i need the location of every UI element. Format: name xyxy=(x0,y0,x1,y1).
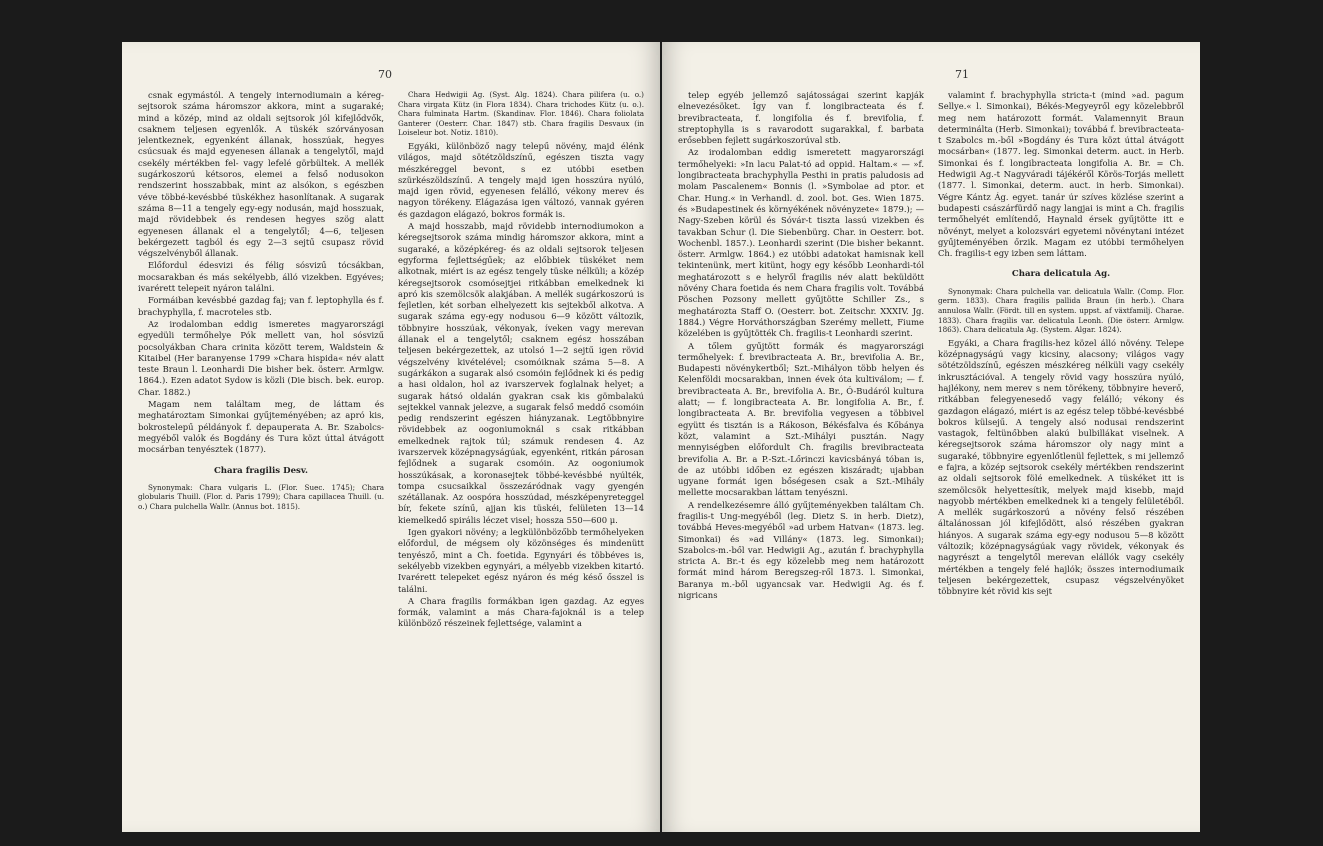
paragraph: Az irodalomban eddig ismeretes magyarországi egyedüli termőhelye Pók mellett van, hol sósvizű pocsolyákban Chara crinita között terem, Waldstein & Kitaibel (Her baranyense 1799 »Chara hispida« név alatt teste Braun l. Leonhardi Die bisher bek. österr. Armlgw. 1864.). Ezen adatot Sydow is közli (Die bisch. bek. europ. Char. 1882.) xyxy=(138,318,384,397)
synonyms: Synonymak: Chara vulgaris L. (Flor. Suec. 1745); Chara globularis Thuill. (Flor. d. Paris 1799); Chara capillacea Thuill. (u. o.) Chara pulchella Wallr. (Annus bot. 1815). xyxy=(138,482,384,511)
left-column-2 xyxy=(398,90,644,818)
left-column-1 xyxy=(138,90,384,818)
synonyms: Synonymak: Chara pulchella var. delicatula Wallr. (Comp. Flor. germ. 1833). Chara fragilis pallida Braun (in herb.). Chara annulosa Wallr. (Fördt. till en system. uppst. af växtfamilj. Charae. 1833). Chara fragilis var. delicatula Leonh. (Die österr. Armlgw. 1863). Chara delicatula Ag. (System. Algar. 1824). xyxy=(938,286,1184,335)
page-number: 70 xyxy=(378,68,392,81)
paragraph: Egyáki, a Chara fragilis-hez közel álló növény. Telepe középnagyságú vagy kicsiny, alacsony; világos vagy sötétzöldszínű, egészen mészkéreg nélküli vagy csekély inkrusztációval. A tengely rövid vagy hosszúra nyúló, hajlékony, nem merev s nem törékeny, többnyire heverő, ritkábban felegyenesedő vagy felálló; vékony és gazdagon elágazó, miért is az egész telep többé-kevésbbé bokros külsejű. A tengely alsó nodusai rendszerint vastagok, feltünőbben alakú bulbillákat viselnek. A kéregsejtsorok száma háromszor oly nagy mint a sugaraké, többnyire egyenlőtlenül fejlettek, s mi jellemző e fajra, a közép sejtsorok csekély mértékben rendszerint az oldali sejtsorok fölé emelkednek. A tüskéket itt is szemölcsök helyettesítik, melyek majd kisebb, majd nagyobb mértékben emelkednek ki a tengely felületéből. A mellék sugárkoszorú a növény felső részében általánossan jól kifejlődött, alsó részében gyakran hiányos. A sugarak száma egy-egy nodusou 5—8 között változik; középnagyságúak vagy rövidek, vékonyak és nagyrészt a tengelytől merevan elállók vagy csekély mértékben a tengely felé hajlók; összes internodiumaik teljesen bekérgezettek, csupasz végszelvényöket többnyire két rövid kis sejt xyxy=(938,337,1184,597)
paragraph: Magam nem találtam meg, de láttam és meghatároztam Simonkai gyűjteményében; az apró kis, bokrostelepű példányok f. depauperata A. Br. Szabolcs-megyéből valók és Bogdány és Tura közt úttal átvágott mocsárban tenyésztek (1877). xyxy=(138,399,384,455)
paragraph: Formáiban kevésbbé gazdag faj; van f. leptophylla és f. brachyphylla, f. macroteles stb. xyxy=(138,295,384,317)
paragraph: A majd hosszabb, majd rövidebb internodiumokon a kéregsejtsorok száma mindig háromszor akkora, mint a sugaraké, a középkéreg- és az oldali sejtsorok teljesen egyforma fejlettségűek; az előbbiek tüskéket nem alkotnak, miért is az egész tengely tüske nélküli; a közép kéregsejtsorok csomósejtjei ritkábban emelkednek ki apró kis szemölcsök alakjában. A mellék sugárkoszorú is fejletlen, két sorban elhelyezett kis sejtekből alkotva. A sugarak száma egy-egy nodusou 6—9 között változik, többnyire hosszúak, vékonyak, íveken vagy merevan állanak el a tengelytől; csaknem egész hosszában teljesen bekérgezettek, az utolsó 1—2 sejtű igen rövid végszelvény kivételével; csomóiknak száma 5—8. A sugárkákon a sugarak alsó csomóin fejlődnek ki és pedig a hasi oldalon, hol az ivarszervek foglalnak helyet; a sugarak hátsó oldalán gyakran csak kis gömbalakú sejtekkel vannak jelezve, a sugarak felső meddő csomóin pedig rendszerint egészen hiányzanak. Legtöbbnyire rövidebbek az oogoniumoknál s csak ritkábban emelkednek rajtok túl; számuk rendesen 4. Az ivarszervek középnagyságúak, egyenként, ritkán párosan fejlődnek a sugarak csomóin. Az oogoniumok hosszúkásak, a koronasejtek többé-kevésbbé nyúlték, tompa csucsaikkal összezáródnak vagy gyengén szétállanak. Az oospóra hosszúdad, mészképenyreteggel bír, fekete színű, ajjan kis tüskéi, felületen 13—14 kiemelkedő spirális léczet visel; hossza 550—600 μ. xyxy=(398,221,644,525)
species-heading: Chara delicatula Ag. xyxy=(1011,269,1111,280)
paragraph: Előfordul édesvizi és félig sósvizű tócsákban, mocsarakban és más sekélyebb, álló vizekben. Egyéves; ivarérett telepeit nyáron találni. xyxy=(138,260,384,294)
right-page xyxy=(662,42,1200,832)
paragraph: A tőlem gyűjtött formák és magyarországi termőhelyek: f. brevibracteata A. Br., brevifolia A. Br., Budapesti növénykertből; Szt.-Mihályon több helyen és Kelenföldi mocsarakban, innen évek óta kultiválom; — f. brevibracteata A. Br., brevifolia A. Br., Ó-Budáról kultura alatt; — f. longibracteata A. Br. longifolia A. Br., f. longibracteata A. Br. brevifolia vegyesen a többivel együtt és tisztán is a Rákoson, Békésfalva és Kőbánya közt, valamint a Szt.-Mihályi pusztán. Nagy mennyiségben előfordult Ch. fragilis brevibracteata brevifolia A. Br. a P.-Szt.-Lőrinczi kavicsbányá tóban is, de az utóbbi időben ez egészen kiszáradt; ujabban ugyane formát igen bőségesen csak a Szt.-Mihály mellette mocsarakban láttam tenyészni. xyxy=(678,340,924,498)
paragraph: Az irodalomban eddig ismeretett magyarországi termőhelyeki: »In lacu Palat-tó ad oppid. Haltam.« — »f. longibracteata brachyphylla Pesthi in pratis paludosis ad molam Pascalenem« Bonnis (l. »Symbolae ad ptor. et Char. Hung.« in Verhandl. d. zool. bot. Ges. Wien 1875. és »Budapestinek és környékének növényzete« 1879.); — Nagy-Szeben körül és Sóvár-t tiszta lassú vizekben és tavakban Schur (l. Die Siebenbürg. Char. in Oesterr. bot. Wochenbl. 1857.). Leonhardi szerint (Die bisher bekannt. österr. Armlgw. 1864.) ez utóbbi adatokat hamisnak kell tekintenünk, mert kitünt, hogy egy később Leonhardi-tól meghatározott s e helyről fragilis név alatt beküldött növény Chara foetida és nem Chara fragilis volt. Továbbá Pöschen Pozsony mellett gyűjtötte Schiller Zs., s meghatározta Staff O. (Oesterr. bot. Zeitschr. XXXIV. Jg. 1884.) Végre Horváthországban Szerémy mellett, Fiume közelében is gyűjtötték Ch. fragilis-t Leonhardi szerint. xyxy=(678,147,924,339)
synonyms: Chara Hedwigii Ag. (Syst. Alg. 1824). Chara pilifera (u. o.) Chara virgata Kütz (in Flora 1834). Chara trichodes Kütz (u. o.). Chara fulminata Hartm. (Skandinav. Flor. 1846). Chara foliolata Ganterer (Oesterr. Char. 1847) stb. Chara fragilis Desvaux (in Loiseleur bot. Notiz. 1810). xyxy=(398,90,644,138)
left-page xyxy=(122,42,660,832)
paragraph: Egyáki, különböző nagy telepű növény, majd élénk világos, majd sötétzöldszínű, egészen tiszta vagy mészkéreggel bevont, s ez utóbbi esetben szürkészöldszínű. A tengely majd igen hosszúra nyúló, majd igen rövid, egyenesen felálló, vékony merev és nagyon törékeny. Elágazása igen változó, vannak gyéren és gazdagon elágazó, bokros formák is. xyxy=(398,140,644,219)
paragraph: Igen gyakori növény; a legkülönbözőbb termőhelyeken előfordul, de mégsem oly közönséges és mindenütt tenyésző, mint a Ch. foetida. Egynyári és többéves is, sekélyebb vizekben egynyári, a mélyebb vizekben kitartó. Ivarérett telepeket egész nyáron és még késő ősszel is találni. xyxy=(398,527,644,594)
paragraph: telep egyéb jellemző sajátosságai szerint kapják elnevezésöket. Így van f. longibracteata és f. brevibracteata, f. longifolia és f. brevifolia, f. streptophylla is s ravarodott sugarakkal, f. barbata erősebben fejlett sugárkoszorúval stb. xyxy=(678,90,924,146)
right-column-2 xyxy=(938,90,1184,818)
paragraph: A Chara fragilis formákban igen gazdag. Az egyes formák, valamint a más Chara-fajoknál is a telep különböző részeinek fejlettsége, valamint a xyxy=(398,595,644,629)
paragraph: valamint f. brachyphylla stricta-t (mind »ad. pagum Sellye.« l. Simonkai), Békés-Megyeyről egy közelebbről meg nem határozott formát. Valamennyit Braun determinálta (Herb. Simonkai); továbbá f. brevibracteata-t Szabolcs m.-ből »Bogdány és Tura közt úttal átvágott mocsárban« (1877. leg. Simonkai determ. auct. in Herb. Simonkai és f. longibracteata longifolia A. Br. = Ch. Hedwigii Ag.-t Nagyváradi tájékéről Körös-Torjás mellett (1877. l. Simonkai, determ. auct. in herb. Simonkai). Végre Kántz Ág. egyet. tanár úr szíves közlése szerint a budapesti császárfürdő nagy langjai is mint a Ch. fragilis termőhelyét említendő, Haynald érsek gyűjtötte itt e növényt, melyet a kolozsvári egyetemi növénytani intézet gyűjteményében őrzik. Magam ez utóbbi termőhelyen Ch. fragilis-t egy izben sem láttam. xyxy=(938,90,1184,259)
page-number: 71 xyxy=(955,68,969,81)
paragraph: A rendelkezésemre álló gyűjteményekben találtam Ch. fragilis-t Ung-megyéből (leg. Dietz S. in herb. Dietz), továbbá Heves-megyéből »ad urbem Hatvan« (1873. leg. Simonkai) és »ad Villány« (1873. leg. Simonkai); Szabolcs-m.-ből var. Hedwigii Ag., azután f. brachyphylla stricta A. Br.-t és egy közelebb meg nem határozott formát mind három Beregszeg-ről 1873. l. Simonkai, Baranya m.-ből ugyancsak var. Hedwigii Ag. és f. nigricans xyxy=(678,499,924,601)
species-heading: Chara fragilis Desv. xyxy=(213,465,309,476)
paragraph: csnak egymástól. A tengely internodiumain a kéreg-sejtsorok száma háromszor akkora, mint a sugaraké; mind a közép, mind az oldali sejtsorok jól kifejlődvők, csaknem teljesen egyenlők. A tüskék szórványosan jelentkeznek, egyenként állanak, hosszúak, hegyes csúcsuak és majd egyenesen állanak a tengelytől, majd csekély mértékben fel- vagy lefelé görbültek. A mellék sugárkoszorú kétsoros, elemei a felső nodusokon rendszerint hosszabbak, mint az alsókon, s egészben véve többé-kevésbbé tüskékhez hasonlítanak. A sugarak száma 8—11 a tengely egy-egy nodusán, majd hosszuak, majd rövidebbek és rendesen hegyes szög alatt egyenesen állanak el a tengelytől; 4—6, teljesen bekérgezett tagból és egy 2—3 sejtű csupasz rövid végszelvényből állanak. xyxy=(138,90,384,259)
right-column-1 xyxy=(678,90,924,818)
